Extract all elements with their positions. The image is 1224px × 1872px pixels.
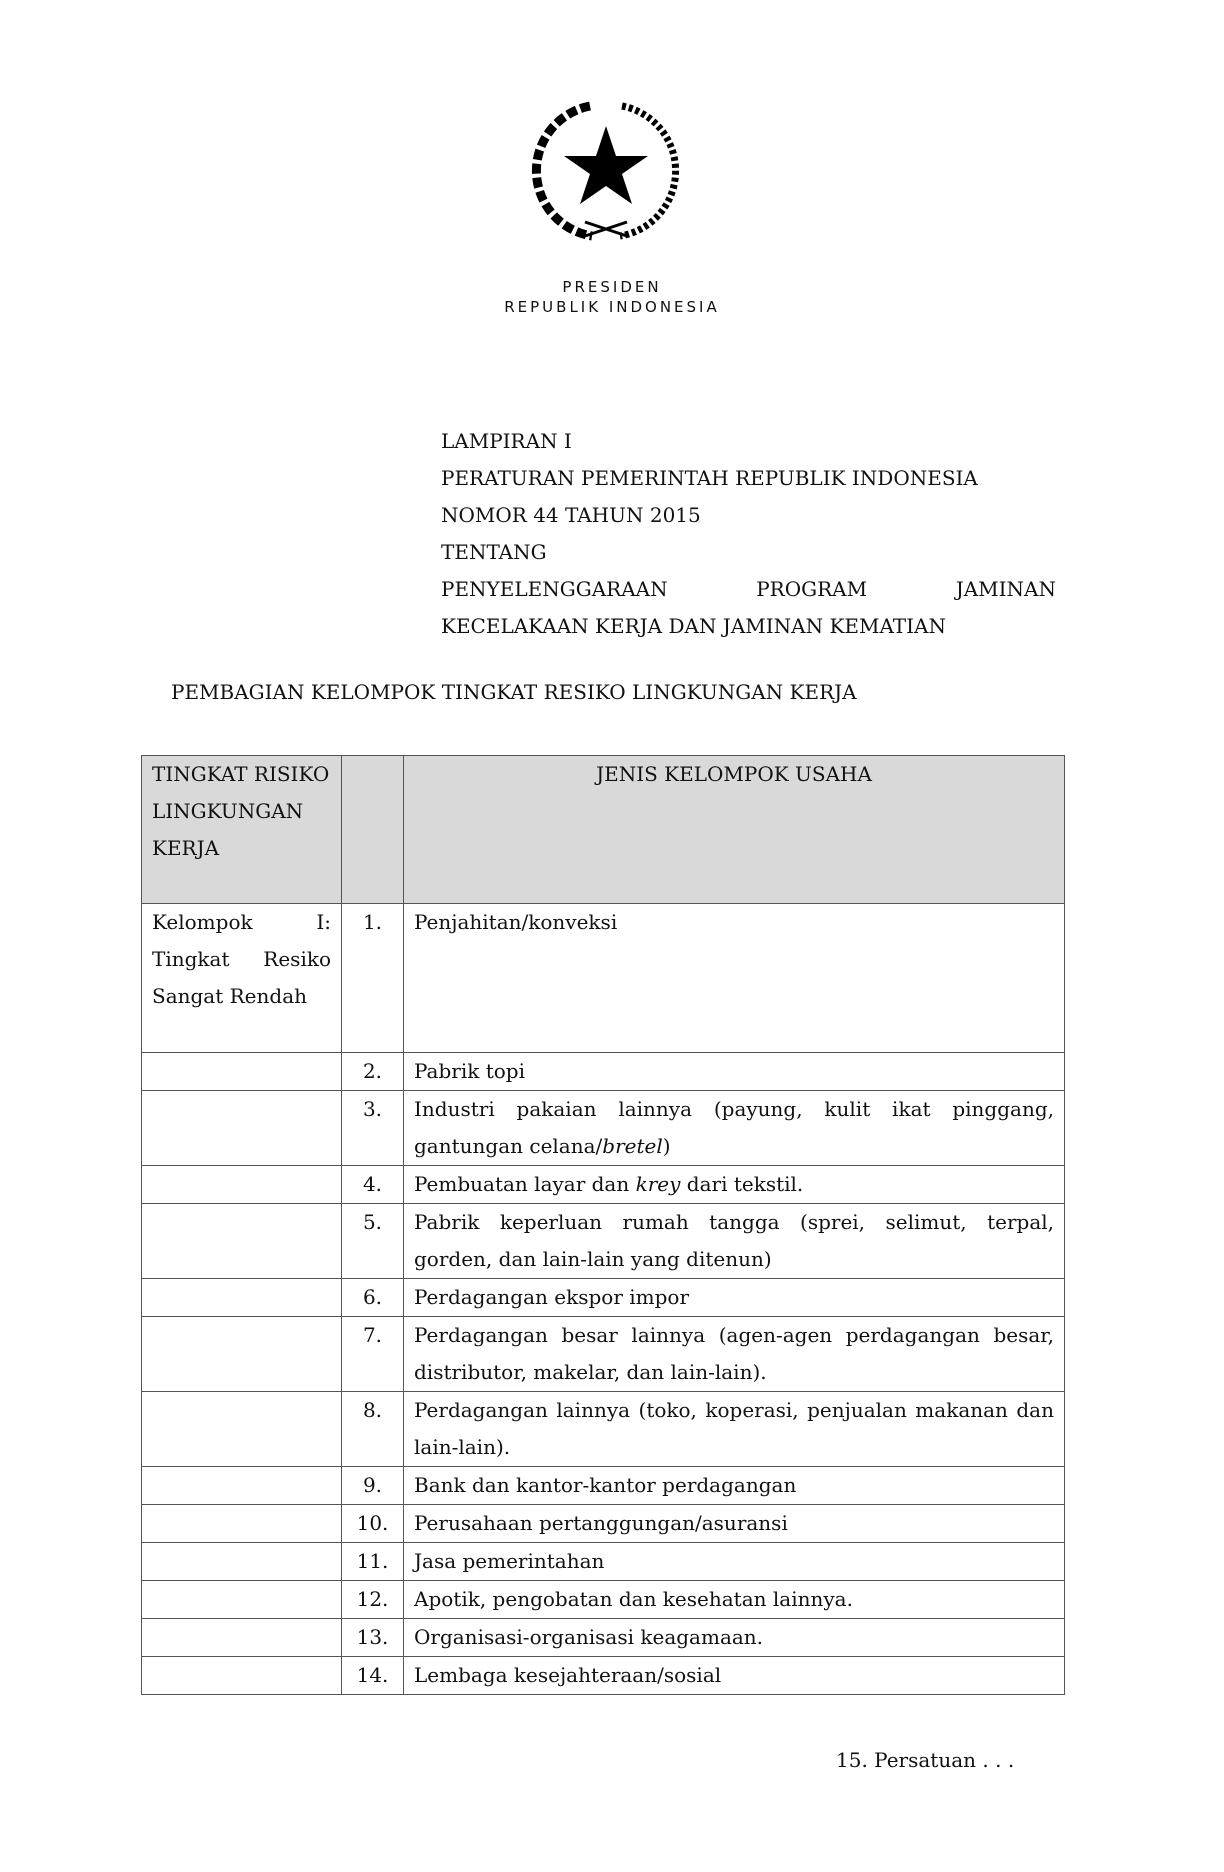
- business-type-cell: [404, 1091, 1065, 1166]
- business-type-text: ): [662, 1134, 671, 1158]
- header-risk-level: TINGKAT RISIKO LINGKUNGAN KERJA: [142, 756, 342, 904]
- row-number: 13.: [342, 1619, 404, 1657]
- risk-group-cell: [142, 1204, 342, 1279]
- business-type-text: Industri pakaian lainnya (payung, kulit ikat pinggang, gantungan celana/: [414, 1097, 1054, 1158]
- table-row: [142, 1166, 1065, 1204]
- italic-term: krey: [635, 1172, 681, 1196]
- row-number: 11.: [342, 1543, 404, 1581]
- row-number: 6.: [342, 1279, 404, 1317]
- risk-group-cell: [142, 1581, 342, 1619]
- risk-group-cell: Kelompok I: Tingkat Resiko Sangat Rendah: [142, 904, 342, 1053]
- business-type-text: Pembuatan layar dan: [414, 1172, 636, 1196]
- business-type-cell: [404, 1053, 1065, 1091]
- risk-group-table: [141, 755, 1065, 1695]
- business-type-text: Pabrik topi: [414, 1059, 525, 1083]
- risk-group-cell: [142, 1317, 342, 1392]
- business-type-text: Perusahaan pertanggungan/asuransi: [414, 1511, 788, 1535]
- row-number: 14.: [342, 1657, 404, 1695]
- row-number: 7.: [342, 1317, 404, 1392]
- row-number: 2.: [342, 1053, 404, 1091]
- row-number: 4.: [342, 1166, 404, 1204]
- table-row: [142, 1657, 1065, 1695]
- letterhead-republic: REPUBLIK INDONESIA: [504, 298, 720, 316]
- business-type-cell: [404, 1392, 1065, 1467]
- business-type-text: Apotik, pengobatan dan kesehatan lainnya.: [414, 1587, 853, 1611]
- business-type-cell: [404, 1543, 1065, 1581]
- table-row: [142, 1505, 1065, 1543]
- continuation-footer: 15. Persatuan . . .: [836, 1748, 1015, 1772]
- table-row: [142, 1279, 1065, 1317]
- risk-group-cell: [142, 1505, 342, 1543]
- row-number: 12.: [342, 1581, 404, 1619]
- business-type-text: Bank dan kantor-kantor perdagangan: [414, 1473, 797, 1497]
- table-row: [142, 1619, 1065, 1657]
- section-heading: PEMBAGIAN KELOMPOK TINGKAT RESIKO LINGKUNGAN KERJA: [171, 680, 857, 704]
- regulation-subject-line1: PENYELENGGARAAN PROGRAM JAMINAN: [441, 577, 1056, 601]
- business-type-cell: [404, 1657, 1065, 1695]
- italic-term: bretel: [602, 1134, 663, 1158]
- risk-group-cell: [142, 1392, 342, 1467]
- risk-group-cell: [142, 1657, 342, 1695]
- business-type-text: Jasa pemerintahan: [414, 1549, 605, 1573]
- regulation-number: NOMOR 44 TAHUN 2015: [441, 503, 701, 527]
- risk-group-cell: [142, 1166, 342, 1204]
- header-number: [342, 756, 404, 904]
- risk-group-cell: [142, 1619, 342, 1657]
- business-type-text: Pabrik keperluan rumah tangga (sprei, selimut, terpal, gorden, dan lain-lain yang ditenun): [414, 1210, 1054, 1271]
- business-type-cell: [404, 1279, 1065, 1317]
- table-header-row: [142, 756, 1065, 904]
- table-row: [142, 904, 1065, 1053]
- business-type-cell: [404, 1166, 1065, 1204]
- risk-group-cell: [142, 1467, 342, 1505]
- risk-group-cell: [142, 1279, 342, 1317]
- presidential-emblem-logo: [530, 98, 682, 244]
- table-row: [142, 1392, 1065, 1467]
- lampiran-title: LAMPIRAN I: [441, 429, 572, 453]
- table-row: [142, 1317, 1065, 1392]
- table-row: [142, 1053, 1065, 1091]
- regulation-title: PERATURAN PEMERINTAH REPUBLIK INDONESIA: [441, 466, 978, 490]
- table-row: [142, 1204, 1065, 1279]
- risk-group-cell: [142, 1053, 342, 1091]
- business-type-text: Lembaga kesejahteraan/sosial: [414, 1663, 722, 1687]
- business-type-text: dari tekstil.: [680, 1172, 804, 1196]
- table-row: [142, 1467, 1065, 1505]
- row-number: 5.: [342, 1204, 404, 1279]
- business-type-text: Perdagangan ekspor impor: [414, 1285, 689, 1309]
- business-type-text: Organisasi-organisasi keagamaan.: [414, 1625, 764, 1649]
- business-type-cell: [404, 904, 1065, 1053]
- business-type-cell: [404, 1505, 1065, 1543]
- business-type-cell: [404, 1467, 1065, 1505]
- business-type-cell: [404, 1581, 1065, 1619]
- business-type-text: Penjahitan/konveksi: [414, 910, 618, 934]
- business-type-cell: [404, 1317, 1065, 1392]
- business-type-text: Perdagangan lainnya (toko, koperasi, penjualan makanan dan lain-lain).: [414, 1398, 1054, 1459]
- lampiran-block: [441, 423, 1056, 645]
- row-number: 10.: [342, 1505, 404, 1543]
- regulation-subject-line2: KECELAKAAN KERJA DAN JAMINAN KEMATIAN: [441, 614, 946, 638]
- row-number: 8.: [342, 1392, 404, 1467]
- header-business-type: JENIS KELOMPOK USAHA: [404, 756, 1065, 904]
- risk-group-cell: [142, 1091, 342, 1166]
- table-row: [142, 1543, 1065, 1581]
- letterhead-president: PRESIDEN: [562, 278, 662, 296]
- table-row: [142, 1091, 1065, 1166]
- row-number: 1.: [342, 904, 404, 1053]
- regulation-about: TENTANG: [441, 540, 547, 564]
- business-type-cell: [404, 1619, 1065, 1657]
- row-number: 9.: [342, 1467, 404, 1505]
- business-type-text: Perdagangan besar lainnya (agen-agen perdagangan besar, distributor, makelar, dan lain-lain).: [414, 1323, 1054, 1384]
- business-type-cell: [404, 1204, 1065, 1279]
- risk-group-cell: [142, 1543, 342, 1581]
- table-row: [142, 1581, 1065, 1619]
- row-number: 3.: [342, 1091, 404, 1166]
